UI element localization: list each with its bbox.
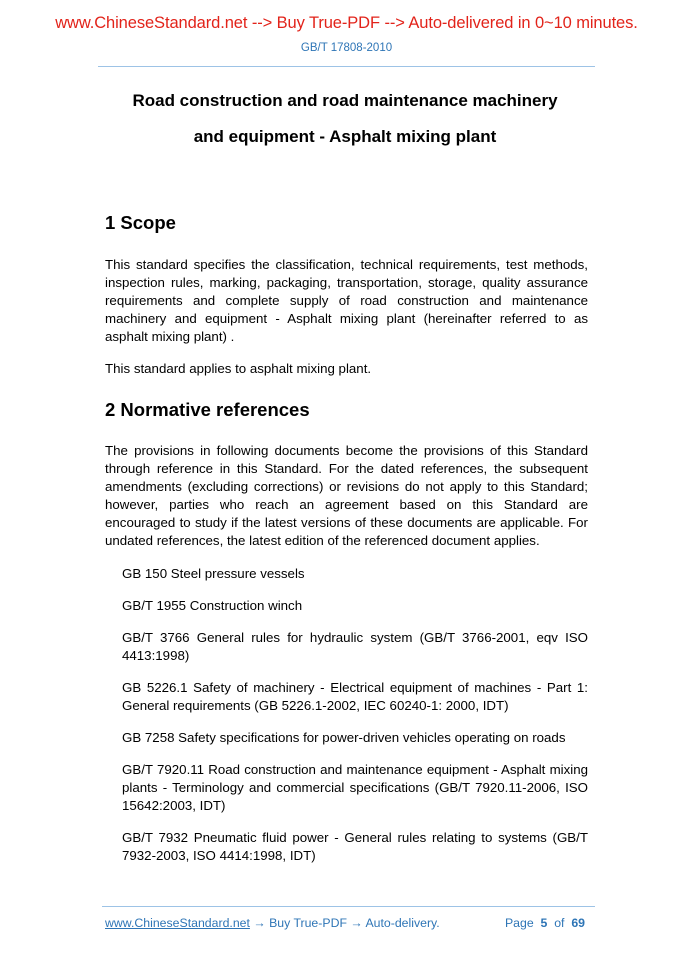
reference-item: GB/T 7932 Pneumatic fluid power - General rules relating to systems (GB/T 7932-2003, ISO 4414:1998, IDT) bbox=[122, 830, 588, 863]
page-label: Page bbox=[504, 916, 534, 930]
scope-paragraph-1: This standard specifies the classification, technical requirements, test methods, inspection rules, marking, packaging, transportation, storage, quality assurance requirements and complete supply of road construction and maintenance machinery and equipment - Asphalt mixing plant (hereinafter referred to as asphalt mixing plant) . bbox=[105, 257, 588, 344]
arrow-right-icon: → bbox=[350, 916, 363, 930]
promo-banner: www.ChineseStandard.net --> Buy True-PDF --> Auto-delivered in 0~10 minutes. bbox=[55, 14, 638, 32]
auto-delivery-text: Auto-delivery. bbox=[365, 916, 440, 930]
page-indicator bbox=[505, 916, 585, 930]
section-heading-normative-references: 2 Normative references bbox=[105, 399, 310, 420]
document-title-line1: Road construction and road maintenance machinery bbox=[132, 91, 558, 110]
footer-divider bbox=[102, 906, 595, 907]
reference-item: GB/T 3766 General rules for hydraulic system (GB/T 3766-2001, eqv ISO 4413:1998) bbox=[122, 630, 588, 663]
buy-true-pdf-text: Buy True-PDF bbox=[269, 916, 347, 930]
reference-item: GB/T 1955 Construction winch bbox=[122, 598, 303, 613]
document-title-line2: and equipment - Asphalt mixing plant bbox=[193, 127, 497, 146]
total-page-count: 69 bbox=[571, 916, 585, 930]
page-footer bbox=[105, 916, 585, 930]
of-label: of bbox=[554, 916, 565, 930]
reference-item: GB 150 Steel pressure vessels bbox=[122, 566, 305, 581]
normative-intro-paragraph: The provisions in following documents become the provisions of this Standard through reference in this Standard. For the dated references, the subsequent amendments (excluding corrections) or revisions do not apply to this Standard; however, parties who reach an agreement based on this Standard are encouraged to study if the latest versions of these documents are applicable. For undated references, the latest edition of the referenced document applies. bbox=[105, 443, 588, 548]
arrow-right-icon: → bbox=[253, 916, 266, 930]
reference-item: GB/T 7920.11 Road construction and maintenance equipment - Asphalt mixing plants - Terminology and commercial specifications (GB/T 7920.11-2006, ISO 15642:2003, IDT) bbox=[122, 762, 588, 813]
reference-item: GB 7258 Safety specifications for power-driven vehicles operating on roads bbox=[122, 730, 566, 745]
section-heading-scope: 1 Scope bbox=[105, 212, 176, 233]
scope-paragraph-2: This standard applies to asphalt mixing plant. bbox=[105, 361, 372, 376]
chinesestandard-link[interactable]: www.ChineseStandard.net bbox=[105, 916, 250, 930]
header-divider bbox=[98, 66, 595, 67]
current-page-number: 5 bbox=[540, 916, 548, 930]
reference-list bbox=[122, 565, 588, 879]
reference-item: GB 5226.1 Safety of machinery - Electrical equipment of machines - Part 1: General requirements (GB 5226.1-2002, IEC 60240-1: 2000, IDT) bbox=[122, 680, 588, 713]
standard-number: GB/T 17808-2010 bbox=[300, 42, 393, 54]
